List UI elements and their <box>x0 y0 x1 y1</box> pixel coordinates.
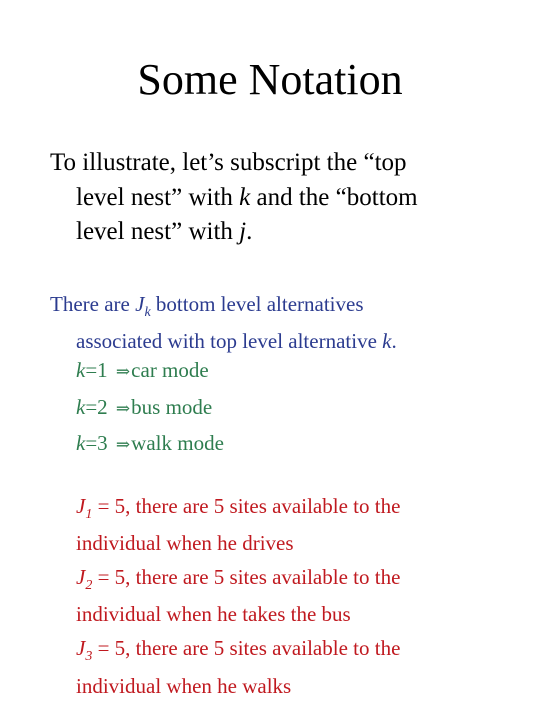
sites-line: individual when he takes the bus <box>76 602 351 627</box>
k-variable: k <box>382 329 392 354</box>
J-subscript: k <box>144 305 151 321</box>
sites-item-3 <box>76 634 516 700</box>
implies-icon: ⇒ <box>115 435 131 455</box>
sites-line <box>76 492 516 529</box>
sites-text: = 5, there are 5 sites available to the <box>92 636 401 661</box>
alt-text: There are <box>50 292 136 316</box>
J-subscript: 2 <box>85 578 93 594</box>
alternatives-paragraph <box>50 290 520 356</box>
sites-item-2 <box>76 563 516 629</box>
mode-label: bus mode <box>131 394 213 419</box>
mode-list <box>76 353 224 463</box>
intro-text: and the “bottom <box>250 183 418 211</box>
J-variable: J <box>76 636 86 661</box>
sites-text: = 5, there are 5 sites available to the <box>92 494 401 518</box>
sites-item-1 <box>76 492 516 558</box>
J-subscript: 1 <box>85 507 93 523</box>
sites-line: individual when he walks <box>76 673 292 698</box>
mode-k: k <box>76 394 86 419</box>
mode-item-car <box>76 353 224 390</box>
alternatives-line-1 <box>50 292 364 321</box>
J-variable: J <box>76 565 86 590</box>
mode-k: k <box>76 358 86 382</box>
intro-line-3 <box>50 215 520 250</box>
alt-text: associated with top level alternative <box>76 329 383 354</box>
mode-item-bus <box>76 390 224 427</box>
mode-label: car mode <box>131 358 209 382</box>
mode-k: k <box>76 431 86 455</box>
implies-icon: ⇒ <box>115 398 131 419</box>
mode-eq: =2 <box>85 394 113 419</box>
intro-text: level nest” with <box>76 218 240 245</box>
J-variable: J <box>76 494 86 518</box>
k-variable: k <box>239 183 251 211</box>
alt-text: . <box>391 329 397 354</box>
sites-line <box>76 634 516 671</box>
intro-line-1: To illustrate, let’s subscript the “top <box>50 149 407 176</box>
intro-line-2 <box>50 181 520 216</box>
intro-paragraph <box>50 146 520 250</box>
intro-text: level nest” with <box>76 183 240 211</box>
slide-title: Some Notation <box>137 55 403 104</box>
J-variable: J <box>135 292 145 316</box>
mode-label: walk mode <box>131 431 224 455</box>
mode-eq: =3 <box>85 431 113 455</box>
sites-line: individual when he drives <box>76 531 294 556</box>
alternatives-line-2 <box>50 327 520 356</box>
sites-text: = 5, there are 5 sites available to the <box>92 565 401 590</box>
J-subscript: 3 <box>85 649 93 665</box>
alt-text: bottom level alternatives <box>150 292 364 316</box>
implies-icon: ⇒ <box>115 362 131 382</box>
sites-list <box>76 492 516 706</box>
sites-line <box>76 563 516 600</box>
j-variable: j <box>239 218 247 245</box>
mode-eq: =1 <box>85 358 113 382</box>
mode-item-walk <box>76 426 224 463</box>
intro-text: . <box>246 218 253 245</box>
